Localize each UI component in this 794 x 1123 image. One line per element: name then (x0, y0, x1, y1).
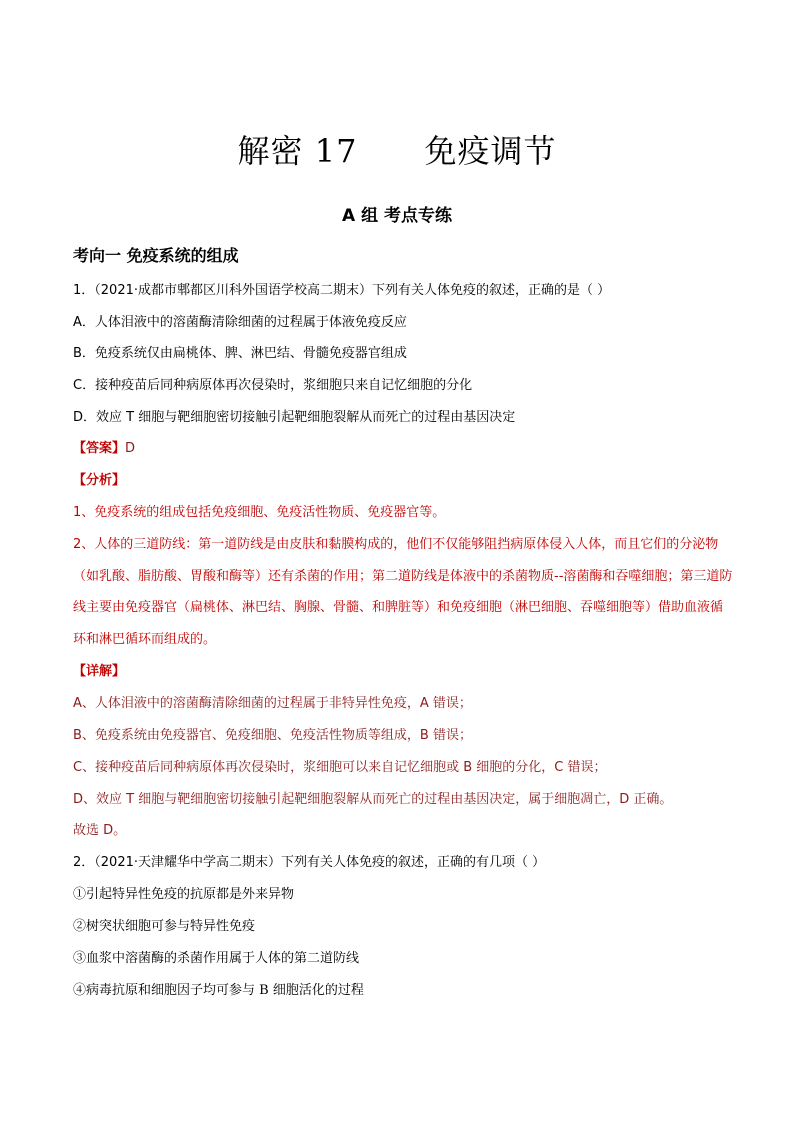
question-2-statement-4: ④病毒抗原和细胞因子均可参与 B 细胞活化的过程 (73, 983, 364, 998)
detail-item-c: C、接种疫苗后同种病原体再次侵染时，浆细胞可以来自记忆细胞或 B 细胞的分化，C 错误； (73, 760, 607, 775)
analysis-point-1: 1、免疫系统的组成包括免疫细胞、免疫活性物质、免疫器官等。 (73, 505, 446, 520)
detail-item-d: D、效应 T 细胞与靶细胞密切接触引起靶细胞裂解从而死亡的过程由基因决定，属于细胞凋亡，D 正确。 (73, 792, 673, 807)
detail-label: 【详解】 (73, 664, 126, 679)
question-1-stem: 1．（2021·成都市郫都区川科外国语学校高二期末）下列有关人体免疫的叙述，正确的是（ ） (73, 283, 611, 298)
question-1-option-d: D．效应 T 细胞与靶细胞密切接触引起靶细胞裂解从而死亡的过程由基因决定 (73, 410, 516, 425)
detail-item-a: A、人体泪液中的溶菌酶清除细菌的过程属于非特异性免疫，A 错误； (73, 696, 472, 711)
analysis-point-2: 2、人体的三道防线：第一道防线是由皮肤和黏膜构成的，他们不仅能够阻挡病原体侵入人体，而且它们的分泌物（如乳酸、脂肪酸、胃酸和酶等）还有杀菌的作用；第二道防线是体液中的杀菌物质--溶菌酶和吞噬细胞；第三道防线主要由免疫器官（扁桃体、淋巴结、胸腺、骨髓、和脾脏等）和免疫细胞（淋巴细胞、吞噬细胞等）借助血液循环和淋巴循环而组成的。 (73, 537, 733, 647)
detail-conclusion: 故选 D。 (73, 823, 127, 838)
group-subtitle: A 组 考点专练 (342, 206, 452, 226)
analysis-label: 【分析】 (73, 473, 126, 488)
question-2-statement-3: ③血浆中溶菌酶的杀菌作用属于人体的第二道防线 (73, 951, 360, 966)
page-title: 解密 17 免疫调节 (237, 132, 557, 170)
question-2-statement-1: ①引起特异性免疫的抗原都是外来异物 (73, 887, 295, 902)
question-1-option-b: B．免疫系统仅由扁桃体、脾、淋巴结、骨髓免疫器官组成 (73, 346, 407, 361)
answer-row (73, 440, 135, 458)
answer-value: D (125, 441, 136, 456)
question-1-option-c: C．接种疫苗后同种病原体再次侵染时，浆细胞只来自记忆细胞的分化 (73, 378, 473, 393)
detail-item-b: B、免疫系统由免疫器官、免疫细胞、免疫活性物质等组成，B 错误； (73, 728, 472, 743)
section-heading: 考向一 免疫系统的组成 (73, 246, 239, 265)
question-2-stem: 2．（2021·天津耀华中学高二期末）下列有关人体免疫的叙述，正确的有几项（ ） (73, 855, 546, 870)
question-2-statement-2: ②树突状细胞可参与特异性免疫 (73, 919, 256, 934)
answer-label: 【答案】 (73, 441, 126, 456)
question-1-option-a: A．人体泪液中的溶菌酶清除细菌的过程属于体液免疫反应 (73, 315, 407, 330)
